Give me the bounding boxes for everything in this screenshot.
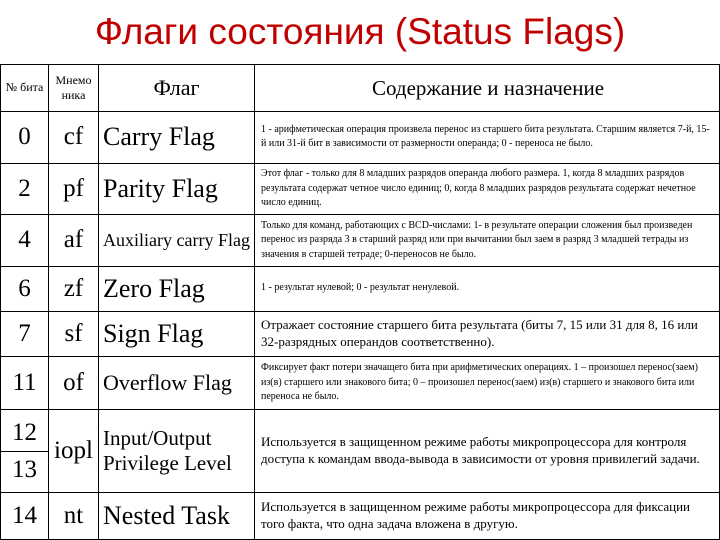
mnemonic: cf — [49, 112, 99, 163]
table-row — [1, 410, 720, 492]
bit-number: 11 — [1, 356, 49, 409]
bit-number: 0 — [1, 112, 49, 163]
table-row — [1, 266, 720, 311]
header-bit-number: № бита — [1, 65, 49, 112]
table-row — [1, 356, 720, 409]
header-flag: Флаг — [99, 65, 255, 112]
flag-description: Используется в защищенном режиме работы микропроцессора для контроля доступа к командам ввода-вывода в зависимости от уровня привилегий задачи. — [255, 410, 720, 492]
mnemonic: of — [49, 356, 99, 409]
table-row — [1, 311, 720, 356]
flag-description: 1 - арифметическая операция произвела перенос из старшего бита результата. Старшим является 7-й, 15-й или 31-й бит в зависимости от размерности операнда; 0 - переноса не было. — [255, 112, 720, 163]
header-mnemonic: Мнемо ника — [49, 65, 99, 112]
mnemonic: sf — [49, 311, 99, 356]
table-row — [1, 163, 720, 214]
bit-number: 7 — [1, 311, 49, 356]
flag-description: Отражает состояние старшего бита результата (биты 7, 15 или 31 для 8, 16 или 32-разрядных операндов соответственно). — [255, 311, 720, 356]
flag-description: Только для команд, работающих с BCD-числами: 1- в результате операции сложения был произведен перенос из разряда 3 в старший разряд или при вычитании был заем в разряд 3 младшей тетрады из значения в старшей тетраде; 0-переносов не было. — [255, 215, 720, 266]
bit-separator — [1, 451, 48, 452]
header-description: Содержание и назначение — [255, 65, 720, 112]
flags-table — [0, 64, 720, 540]
flag-description: Фиксирует факт потери значащего бита при арифметических операциях. 1 – произошел перенос(заем) из(в) старшего или знакового бита; 0 – произошел перенос(заем) из(в) старшего и знакового бита или переноса не было. — [255, 356, 720, 409]
bit-number-bottom: 13 — [12, 455, 37, 483]
bit-number: 4 — [1, 215, 49, 266]
table-row — [1, 492, 720, 539]
bit-number-top: 12 — [12, 418, 37, 446]
flag-name: Overflow Flag — [99, 356, 255, 409]
flag-description: Этот флаг - только для 8 младших разрядов операнда любого размера. 1, когда 8 младших разрядов результата содержат четное число единиц; 0, когда 8 младших разрядов результата содержат нечетное число единиц. — [255, 163, 720, 214]
table-header-row — [1, 65, 720, 112]
flag-name: Input/Output Privilege Level — [99, 410, 255, 492]
flag-name: Auxiliary carry Flag — [99, 215, 255, 266]
mnemonic: zf — [49, 266, 99, 311]
table-row — [1, 112, 720, 163]
slide-title: Флаги состояния (Status Flags) — [94, 11, 626, 52]
flag-description: 1 - результат нулевой; 0 - результат ненулевой. — [255, 266, 720, 311]
flag-name: Sign Flag — [99, 311, 255, 356]
mnemonic: nt — [49, 492, 99, 539]
bit-number: 14 — [1, 492, 49, 539]
bit-number — [1, 410, 49, 492]
flag-description: Используется в защищенном режиме работы микропроцессора для фиксации того факта, что одна задача вложена в другую. — [255, 492, 720, 539]
bit-number: 6 — [1, 266, 49, 311]
flag-name: Zero Flag — [99, 266, 255, 311]
flag-name: Carry Flag — [99, 112, 255, 163]
bit-number: 2 — [1, 163, 49, 214]
mnemonic: iopl — [49, 410, 99, 492]
flag-name: Parity Flag — [99, 163, 255, 214]
table-row — [1, 215, 720, 266]
flag-name: Nested Task — [99, 492, 255, 539]
mnemonic: pf — [49, 163, 99, 214]
mnemonic: af — [49, 215, 99, 266]
